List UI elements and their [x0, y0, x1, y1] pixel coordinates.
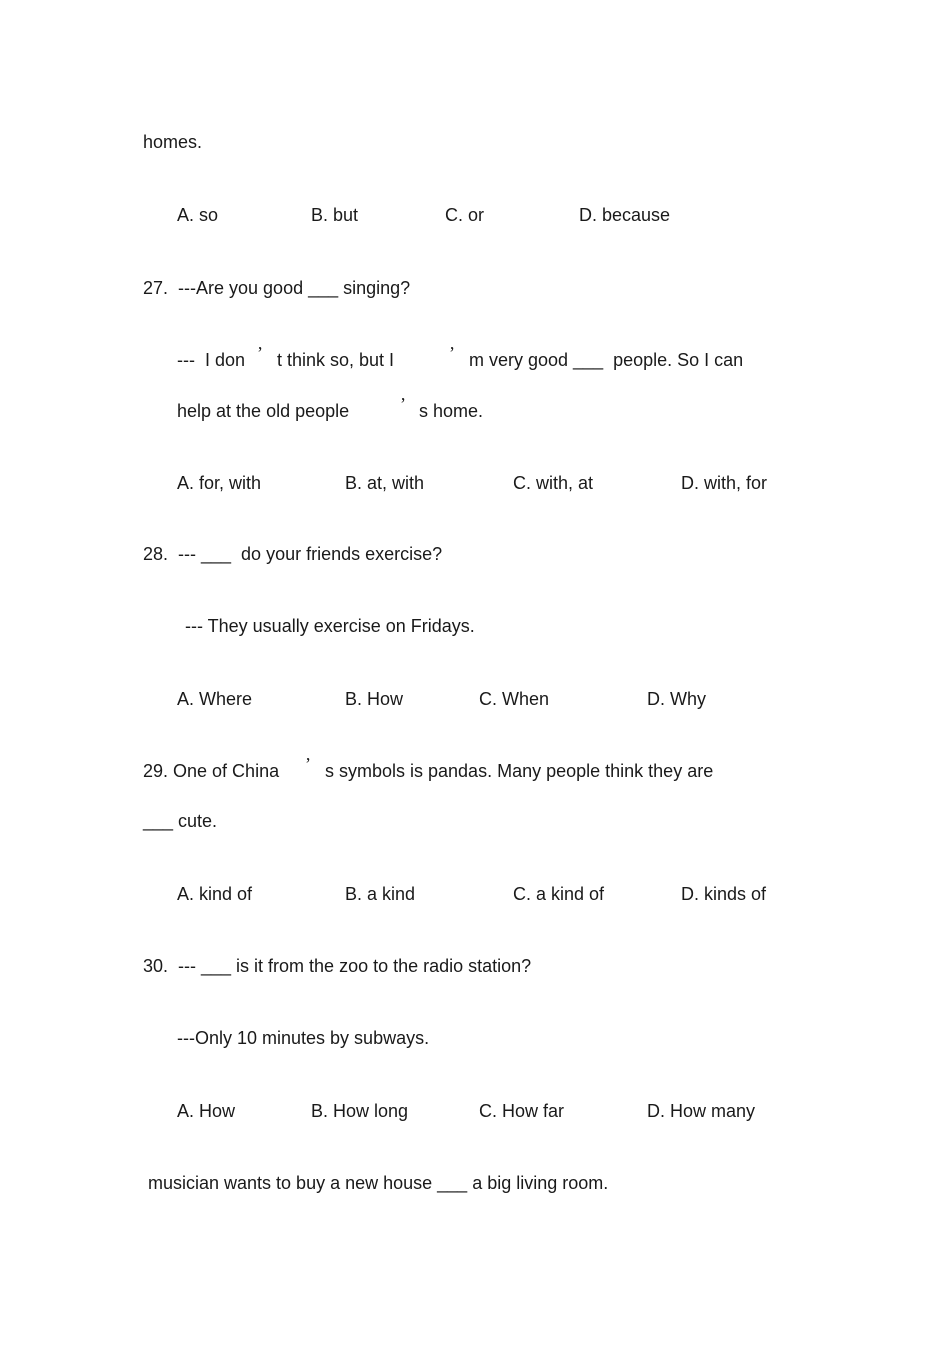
q27-apostrophe-1: ’	[257, 343, 263, 363]
q27-option-c: C. with, at	[513, 473, 594, 493]
q29-option-d: D. kinds of	[681, 884, 767, 904]
q29-stem-part1: 29. One of China	[143, 761, 280, 781]
q30-option-a: A. How	[177, 1101, 236, 1121]
prev-option-a: A. so	[177, 205, 219, 225]
q27-reply-part1: --- I don	[177, 350, 246, 370]
q27-option-a: A. for, with	[177, 473, 262, 493]
next-question-partial: musician wants to buy a new house ___ a big living room.	[148, 1173, 609, 1193]
q28-stem: 28. --- ___ do your friends exercise?	[143, 544, 443, 564]
q30-reply: ---Only 10 minutes by subways.	[177, 1028, 430, 1048]
q30-option-d: D. How many	[647, 1101, 756, 1121]
prev-option-c: C. or	[445, 205, 485, 225]
q30-option-c: C. How far	[479, 1101, 565, 1121]
q29-option-c: C. a kind of	[513, 884, 605, 904]
q29-apostrophe: ’	[305, 754, 311, 774]
q27-option-b: B. at, with	[345, 473, 425, 493]
q27-apostrophe-3: ’	[400, 394, 406, 414]
q27-reply2-part2: s home.	[419, 401, 484, 421]
q29-stem-line2: ___ cute.	[143, 811, 218, 831]
q27-reply2-part1: help at the old people	[177, 401, 350, 421]
q29-option-b: B. a kind	[345, 884, 416, 904]
q28-option-a: A. Where	[177, 689, 253, 709]
q27-stem: 27. ---Are you good ___ singing?	[143, 278, 411, 298]
q28-option-b: B. How	[345, 689, 404, 709]
q29-option-a: A. kind of	[177, 884, 253, 904]
prev-question-continuation: homes.	[143, 132, 203, 152]
q28-option-d: D. Why	[647, 689, 707, 709]
q27-reply-part2: t think so, but I	[277, 350, 395, 370]
prev-option-d: D. because	[579, 205, 671, 225]
prev-option-b: B. but	[311, 205, 359, 225]
q30-stem: 30. --- ___ is it from the zoo to the radio station?	[143, 956, 532, 976]
q28-reply: --- They usually exercise on Fridays.	[185, 616, 475, 636]
q29-stem-part2: s symbols is pandas. Many people think they are	[325, 761, 714, 781]
q30-option-b: B. How long	[311, 1101, 409, 1121]
q27-option-d: D. with, for	[681, 473, 768, 493]
q27-reply-part3: m very good ___ people. So I can	[469, 350, 744, 370]
q27-apostrophe-2: ’	[449, 343, 455, 363]
q28-option-c: C. When	[479, 689, 550, 709]
